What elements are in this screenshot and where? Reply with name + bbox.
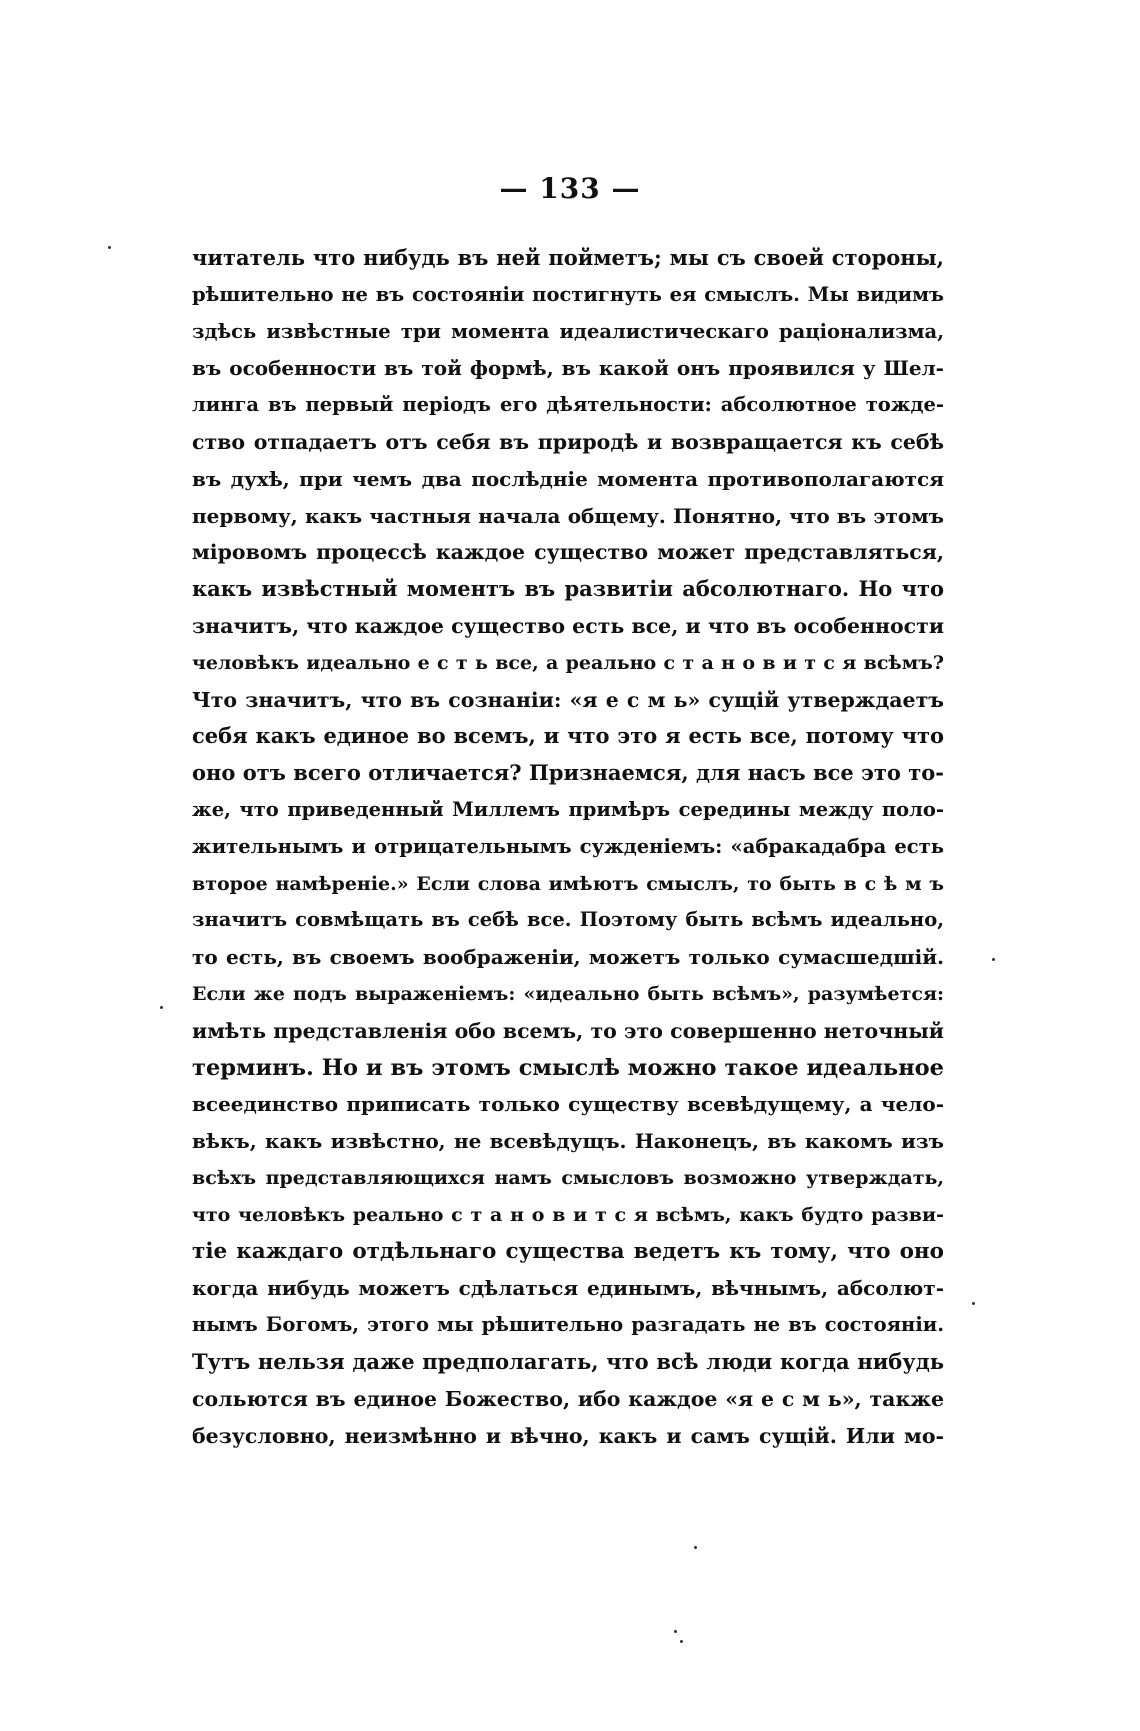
text-line: Тутъ нельзя даже предполагать, что всѣ люди когда нибудь (192, 1348, 944, 1374)
body-text (192, 240, 944, 1454)
text-line: значитъ, что каждое существо есть все, и что въ особенности (192, 613, 944, 638)
text-line: сольются въ единое Божество, ибо каждое «я е с м ь», также (192, 1386, 944, 1411)
text-line: всѣхъ представляющихся намъ смысловъ возможно утверждать, (192, 1166, 944, 1189)
scan-speck (160, 1006, 163, 1009)
text-line: же, что приведенный Миллемъ примѣръ середины между поло- (192, 797, 944, 821)
text-line: терминъ. Но и въ этомъ смыслѣ можно такое идеальное (192, 1054, 944, 1081)
page-number: — 133 — (499, 172, 641, 205)
text-line: всеединство приписать только существу всевѣдущему, а чело- (192, 1092, 944, 1117)
text-line: второе намѣреніе.» Если слова имѣютъ смыслъ, то быть в с ѣ м ъ (192, 872, 944, 895)
text-line: то есть, въ своемъ воображеніи, можетъ только сумасшедшій. (192, 945, 944, 970)
text-line: оно отъ всего отличается? Признаемся, для насъ все это то- (192, 760, 944, 786)
text-line: Что значитъ, что въ сознаніи: «я е с м ь» сущій утверждаетъ (192, 687, 944, 712)
text-line: какъ извѣстный моментъ въ развитіи абсолютнаго. Но что (192, 576, 944, 602)
scan-speck (674, 1630, 677, 1633)
text-line: безусловно, неизмѣнно и вѣчно, какъ и самъ сущій. Или мо- (192, 1423, 944, 1448)
text-line: человѣкъ идеально е с т ь все, а реально с т а н о в и т с я всѣмъ? (192, 651, 944, 674)
text-line: себя какъ единое во всемъ, и что это я есть все, потому что (192, 723, 944, 749)
text-line: тіе каждаго отдѣльнаго существа ведетъ къ тому, что оно (192, 1238, 944, 1264)
text-line: Если же подъ выраженіемъ: «идеально быть всѣмъ», разумѣется: (192, 982, 944, 1005)
text-line: что человѣкъ реально с т а н о в и т с я всѣмъ, какъ будто разви- (192, 1203, 944, 1226)
text-line: въ духѣ, при чемъ два послѣдніе момента противополагаются (192, 466, 944, 491)
text-line: жительнымъ и отрицательнымъ сужденіемъ: «абракадабра есть (192, 834, 944, 858)
scan-speck (694, 1546, 697, 1549)
text-line: ство отпадаетъ отъ себя въ природѣ и возвращается къ себѣ (192, 429, 944, 454)
text-line: здѣсь извѣстные три момента идеалистическаго раціонализма, (192, 319, 944, 343)
text-line: міровомъ процессѣ каждое существо может представляться, (192, 540, 944, 565)
text-line: вѣкъ, какъ извѣстно, не всевѣдущъ. Наконецъ, въ какомъ изъ (192, 1129, 944, 1154)
scan-speck (108, 246, 111, 249)
text-line: читатель что нибудь въ ней пойметъ; мы съ своей стороны, (192, 245, 944, 270)
text-line: значитъ совмѣщать въ себѣ все. Поэтому быть всѣмъ идеально, (192, 908, 944, 932)
text-line: въ особенности въ той формѣ, въ какой онъ проявился у Шел- (192, 356, 944, 381)
text-line: линга въ первый періодъ его дѣятельности: абсолютное тожде- (192, 393, 944, 417)
text-line: первому, какъ частныя начала общему. Понятно, что въ этомъ (192, 503, 944, 528)
scan-speck (680, 1640, 683, 1643)
scan-speck (992, 958, 995, 961)
text-line: рѣшительно не въ состояніи постигнуть ея смыслъ. Мы видимъ (192, 282, 944, 306)
text-line: имѣть представленія обо всемъ, то это совершенно неточный (192, 1018, 944, 1043)
text-line: нымъ Богомъ, этого мы рѣшительно разгадать не въ состояніи. (192, 1313, 944, 1337)
text-line: когда нибудь можетъ сдѣлаться единымъ, вѣчнымъ, абсолют- (192, 1276, 944, 1301)
scan-speck (972, 1302, 975, 1305)
